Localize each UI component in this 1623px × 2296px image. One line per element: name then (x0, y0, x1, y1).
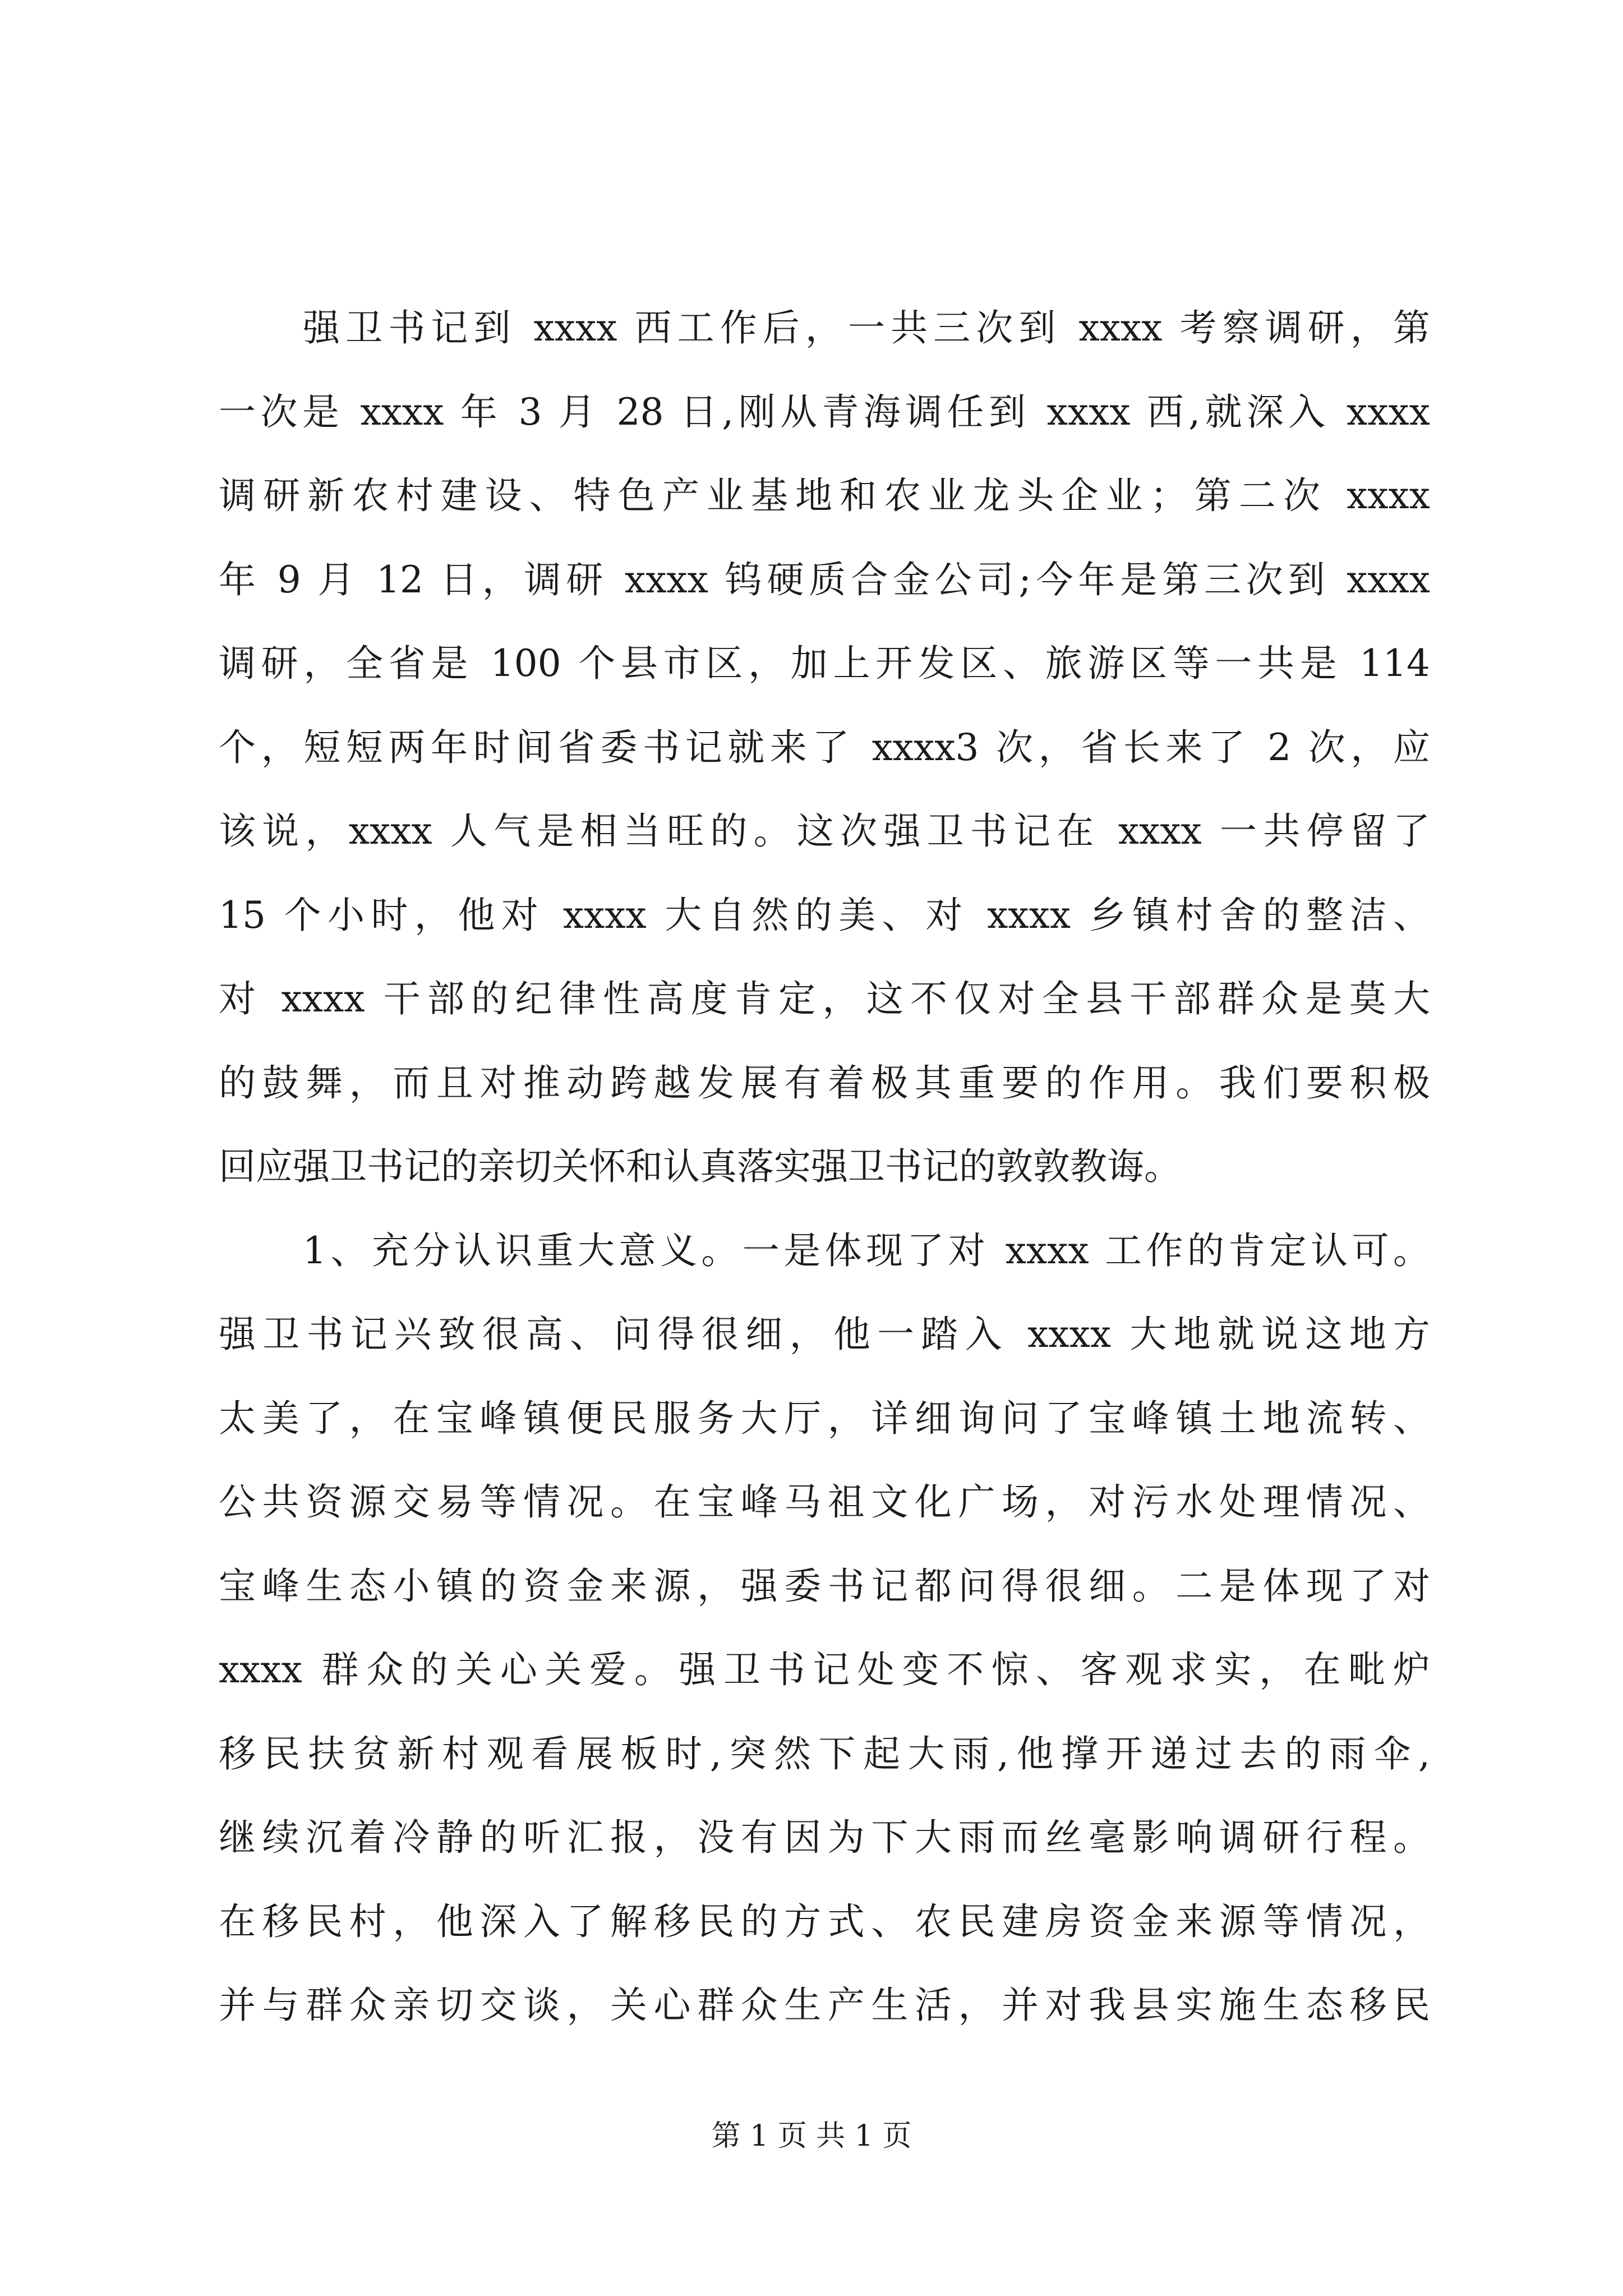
document-body (219, 306, 1430, 2067)
paragraph-2-line-2: 强卫书记兴致很高、问得很细，他一踏入 xxxx 大地就说这地方 (219, 1313, 1430, 1356)
paragraph-2-line-8: 继续沉着冷静的听汇报，没有因为下大雨而丝毫影响调研行程。 (219, 1816, 1430, 1859)
paragraph-2-line-3: 太美了，在宝峰镇便民服务大厅，详细询问了宝峰镇土地流转、 (219, 1396, 1430, 1440)
paragraph-2-line-1: 1、充分认识重大意义。一是体现了对 xxxx 工作的肯定认可。 (303, 1228, 1430, 1272)
paragraph-1-line-1: 强卫书记到 xxxx 西工作后，一共三次到 xxxx 考察调研，第 (303, 306, 1430, 349)
paragraph-1-line-3: 调研新农村建设、特色产业基地和农业龙头企业；第二次 xxxx (219, 474, 1430, 517)
paragraph-1-line-11: 回应强卫书记的亲切关怀和认真落实强卫书记的敦敦教诲。 (219, 1145, 1181, 1188)
paragraph-1-line-2: 一次是 xxxx 年 3 月 28 日,刚从青海调任到 xxxx 西,就深入 xxxx (219, 390, 1430, 434)
paragraph-1-line-8: 15 个小时，他对 xxxx 大自然的美、对 xxxx 乡镇村舍的整洁、 (219, 893, 1430, 937)
paragraph-1-line-5: 调研，全省是 100 个县市区，加上开发区、旅游区等一共是 114 (219, 642, 1430, 685)
paragraph-2-line-5: 宝峰生态小镇的资金来源，强委书记都问得很细。二是体现了对 (219, 1564, 1430, 1608)
page-footer (0, 2119, 1623, 2153)
paragraph-2-line-9: 在移民村，他深入了解移民的方式、农民建房资金来源等情况， (219, 1899, 1430, 1943)
paragraph-2-line-6: xxxx 群众的关心关爱。强卫书记处变不惊、客观求实，在毗炉 (219, 1648, 1430, 1691)
paragraph-1-line-7: 该说，xxxx 人气是相当旺的。这次强卫书记在 xxxx 一共停留了 (219, 809, 1430, 853)
paragraph-2-line-7: 移民扶贫新村观看展板时,突然下起大雨,他撑开递过去的雨伞, (219, 1732, 1430, 1775)
paragraph-2-line-4: 公共资源交易等情况。在宝峰马祖文化广场，对污水处理情况、 (219, 1480, 1430, 1524)
paragraph-1-line-10: 的鼓舞，而且对推动跨越发展有着极其重要的作用。我们要积极 (219, 1061, 1430, 1105)
paragraph-2-line-10: 并与群众亲切交谈，关心群众生产生活，并对我县实施生态移民 (219, 1984, 1430, 2027)
page-number-label: 第 1 页 共 1 页 (711, 2119, 912, 2153)
paragraph-1-line-4: 年 9 月 12 日，调研 xxxx 钨硬质合金公司;今年是第三次到 xxxx (219, 558, 1430, 601)
paragraph-1-line-6: 个，短短两年时间省委书记就来了 xxxx3 次，省长来了 2 次，应 (219, 725, 1430, 769)
paragraph-1-line-9: 对 xxxx 干部的纪律性高度肯定，这不仅对全县干部群众是莫大 (219, 977, 1430, 1020)
